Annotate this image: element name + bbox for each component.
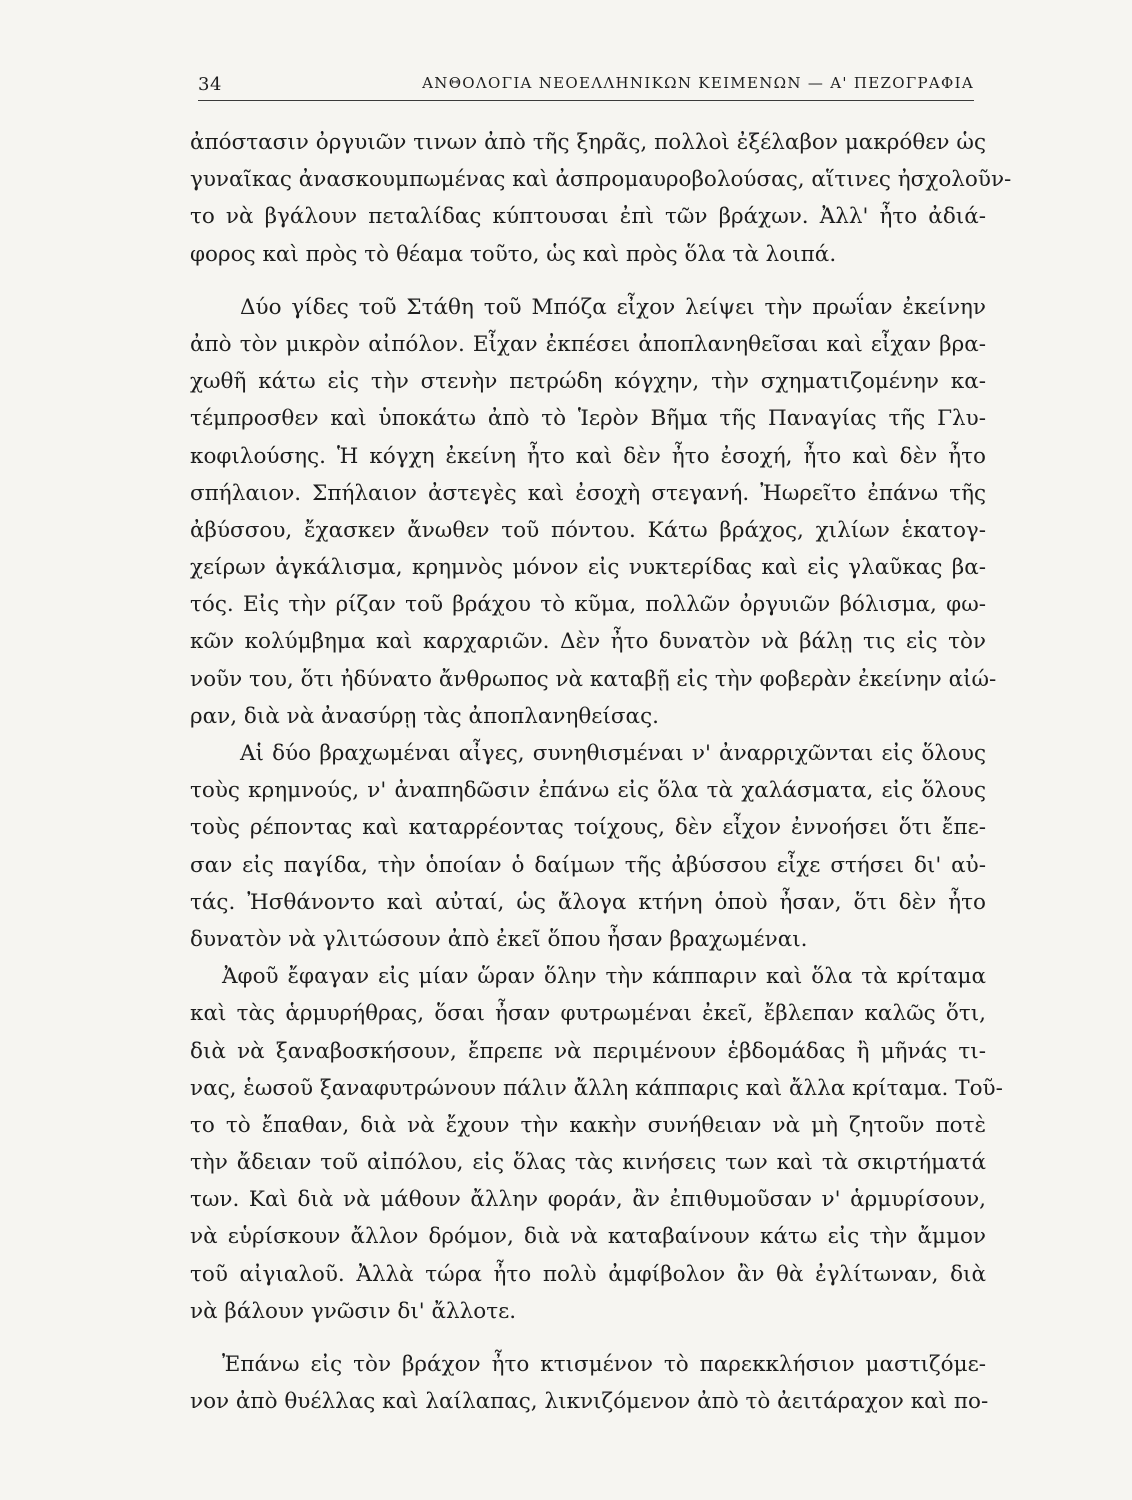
- text-line: ραν, διὰ νὰ ἀνασύρῃ τὰς ἀποπλανηθείσας.: [190, 703, 659, 729]
- text-line: κῶν κολύμβημα καὶ καρχαριῶν. Δὲν ἦτο δυνατὸν νὰ βάλῃ τις εἰς τὸν: [190, 629, 986, 655]
- text-line: σπήλαιον. Σπήλαιον ἀστεγὲς καὶ ἐσοχὴ στεγανή. Ἠωρεῖτο ἐπάνω τῆς: [190, 480, 986, 506]
- paragraph: [190, 735, 986, 958]
- running-title: ΑΝΘΟΛΟΓΙΑ ΝΕΟΕΛΛΗΝΙΚΩΝ ΚΕΙΜΕΝΩΝ — Α' ΠΕΖΟΓΡΑΦΙΑ: [422, 74, 974, 92]
- text-line: Αἱ δύο βραχωμέναι αἶγες, συνηθισμέναι ν' ἀναρριχῶνται εἰς ὅλους: [240, 741, 986, 766]
- paragraph: [190, 958, 1003, 1330]
- text-line: ἀπὸ τὸν μικρὸν αἰπόλον. Εἶχαν ἐκπέσει ἀποπλανηθεῖσαι καὶ εἶχαν βρα-: [190, 331, 986, 357]
- paragraph: [190, 1346, 989, 1420]
- text-line: τοὺς κρημνούς, ν' ἀναπηδῶσιν ἐπάνω εἰς ὅλα τὰ χαλάσματα, εἰς ὅλους: [190, 778, 986, 804]
- text-line: ἀβύσσου, ἔχασκεν ἄνωθεν τοῦ πόντου. Κάτω βράχος, χιλίων ἑκατογ-: [190, 517, 986, 543]
- body-text: [190, 124, 1012, 1420]
- page-header: [198, 70, 974, 100]
- text-line: τοῦ αἰγιαλοῦ. Ἀλλὰ τώρα ἦτο πολὺ ἀμφίβολον ἂν θὰ ἐγλίτωναν, διὰ: [190, 1261, 986, 1287]
- text-line: καὶ τὰς ἁρμυρήθρας, ὅσαι ἦσαν φυτρωμέναι ἐκεῖ, ἔβλεπαν καλῶς ὅτι,: [190, 1001, 986, 1027]
- paragraph-gap: [190, 273, 986, 289]
- text-line: νας, ἑωσοῦ ξαναφυτρώνουν πάλιν ἄλλη κάππαρις καὶ ἄλλα κρίταμα. Τοῦ-: [190, 1075, 1003, 1101]
- text-line: τάς. Ἠσθάνοντο καὶ αὐταί, ὡς ἄλογα κτήνη ὁποὺ ἦσαν, ὅτι δὲν ἦτο: [190, 889, 986, 915]
- paragraph-gap: [190, 1330, 986, 1346]
- text-line: φορος καὶ πρὸς τὸ θέαμα τοῦτο, ὡς καὶ πρὸς ὅλα τὰ λοιπά.: [190, 241, 837, 267]
- text-line: ἀπόστασιν ὀργυιῶν τινων ἀπὸ τῆς ξηρᾶς, πολλοὶ ἐξέλαβον μακρόθεν ὡς: [190, 130, 986, 155]
- paragraph: [190, 289, 997, 735]
- text-line: νὰ βάλουν γνῶσιν δι' ἄλλοτε.: [190, 1298, 517, 1324]
- text-line: των. Καὶ διὰ νὰ μάθουν ἄλλην φοράν, ἂν ἐπιθυμοῦσαν ν' ἁρμυρίσουν,: [190, 1187, 986, 1213]
- text-line: Ἀφοῦ ἔφαγαν εἰς μίαν ὥραν ὅλην τὴν κάππαριν καὶ ὅλα τὰ κρίταμα: [222, 964, 986, 990]
- text-line: Ἐπάνω εἰς τὸν βράχον ἦτο κτισμένον τὸ παρεκκλήσιον μαστιζόμε-: [222, 1352, 986, 1377]
- text-line: γυναῖκας ἀνασκουμπωμένας καὶ ἀσπρομαυροβολούσας, αἵτινες ἠσχολοῦν-: [190, 167, 1012, 193]
- text-line: δυνατὸν νὰ γλιτώσουν ἀπὸ ἐκεῖ ὅπου ἦσαν βραχωμέναι.: [190, 926, 808, 952]
- page-number: 34: [198, 74, 222, 95]
- text-line: τὴν ἄδειαν τοῦ αἰπόλου, εἰς ὅλας τὰς κινήσεις των καὶ τὰ σκιρτήματά: [190, 1150, 986, 1176]
- paragraph: [190, 124, 1012, 273]
- text-line: κοφιλούσης. Ἡ κόγχη ἐκείνη ἦτο καὶ δὲν ἦτο ἐσοχή, ἦτο καὶ δὲν ἦτο: [190, 443, 986, 469]
- text-line: χείρων ἀγκάλισμα, κρημνὸς μόνον εἰς νυκτερίδας καὶ εἰς γλαῦκας βα-: [190, 555, 986, 581]
- header-rule: [198, 100, 974, 101]
- text-line: τοὺς ρέποντας καὶ καταρρέοντας τοίχους, δὲν εἶχον ἐννοήσει ὅτι ἔπε-: [190, 815, 986, 841]
- text-line: σαν εἰς παγίδα, τὴν ὁποίαν ὁ δαίμων τῆς ἀβύσσου εἶχε στήσει δι' αὐ-: [190, 852, 986, 878]
- text-line: νον ἀπὸ θυέλλας καὶ λαίλαπας, λικνιζόμενον ἀπὸ τὸ ἀειτάραχον καὶ πο-: [190, 1389, 989, 1415]
- text-line: χωθῆ κάτω εἰς τὴν στενὴν πετρώδη κόγχην, τὴν σχηματιζομένην κα-: [190, 369, 986, 395]
- text-line: τός. Εἰς τὴν ρίζαν τοῦ βράχου τὸ κῦμα, πολλῶν ὀργυιῶν βόλισμα, φω-: [190, 592, 986, 618]
- text-line: τέμπροσθεν καὶ ὑποκάτω ἀπὸ τὸ Ἱερὸν Βῆμα τῆς Παναγίας τῆς Γλυ-: [190, 406, 986, 432]
- text-line: νὰ εὑρίσκουν ἄλλον δρόμον, διὰ νὰ καταβαίνουν κάτω εἰς τὴν ἄμμον: [190, 1224, 986, 1250]
- text-line: διὰ νὰ ξαναβοσκήσουν, ἔπρεπε νὰ περιμένουν ἑβδομάδας ἢ μῆνάς τι-: [190, 1038, 986, 1064]
- text-line: νοῦν του, ὅτι ἠδύνατο ἄνθρωπος νὰ καταβῇ εἰς τὴν φοβερὰν ἐκείνην αἰώ-: [190, 666, 997, 692]
- text-line: το τὸ ἔπαθαν, διὰ νὰ ἔχουν τὴν κακὴν συνήθειαν νὰ μὴ ζητοῦν ποτὲ: [190, 1112, 986, 1138]
- text-line: Δύο γίδες τοῦ Στάθη τοῦ Μπόζα εἶχον λείψει τὴν πρωΐαν ἐκείνην: [240, 294, 986, 320]
- text-line: το νὰ βγάλουν πεταλίδας κύπτουσαι ἐπὶ τῶν βράχων. Ἀλλ' ἦτο ἀδιά-: [190, 204, 986, 230]
